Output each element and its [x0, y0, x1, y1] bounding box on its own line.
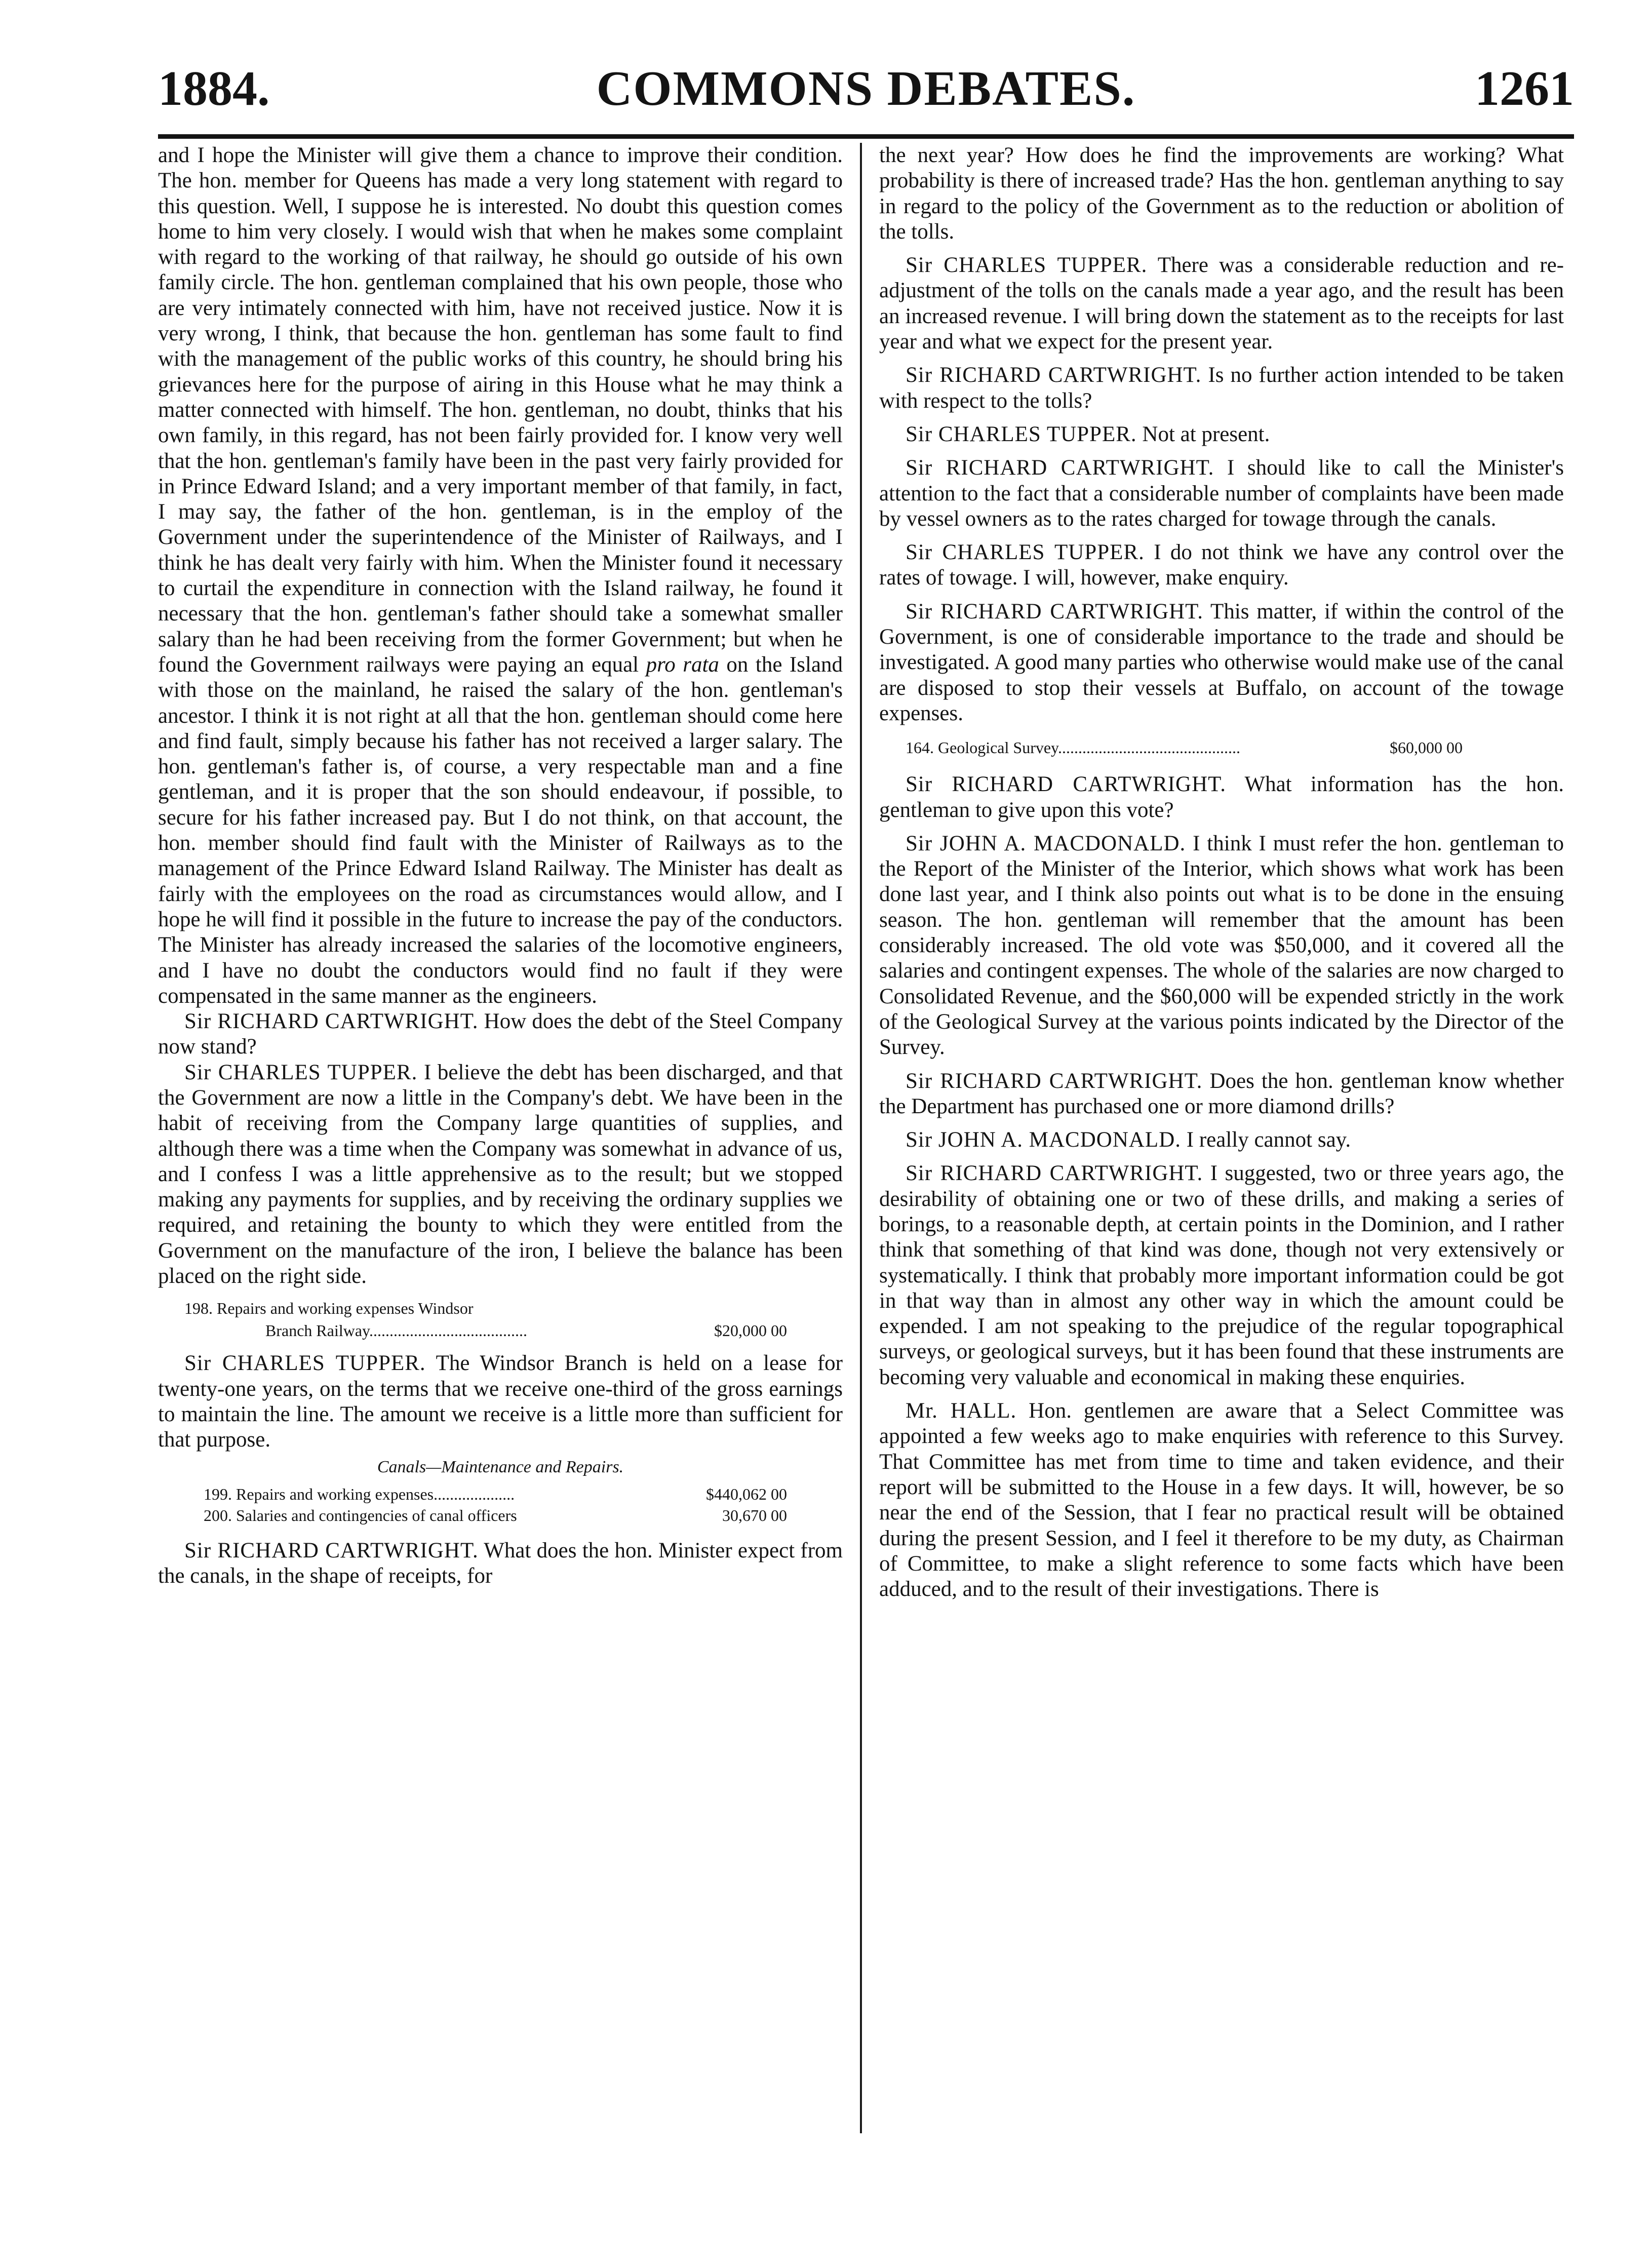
speaker-name: Mr. HALL. [906, 1399, 1017, 1423]
header-page-number: 1261 [1475, 61, 1574, 116]
right-column [879, 143, 1564, 2138]
paragraph: the next year? How does he find the improvements are working? What probability is there of increased trade? Has the hon. gentleman anything to say in regard to the policy of the Government as to the reduction or abolition of the tolls. [879, 143, 1564, 244]
section-heading: Canals—Maintenance and Repairs. [377, 1457, 624, 1476]
supply-item-198 [158, 1297, 843, 1342]
speaker-name: Sir CHARLES TUPPER. [906, 253, 1148, 278]
speaker-name: Sir CHARLES TUPPER. [184, 1060, 418, 1084]
paragraph: Sir RICHARD CARTWRIGHT. Is no further action intended to be taken with respect to the tolls? [879, 363, 1564, 413]
paragraph: Sir RICHARD CARTWRIGHT. What information has the hon. gentleman to give upon this vote? [879, 772, 1564, 822]
speaker-name: Sir RICHARD CARTWRIGHT. [906, 363, 1202, 387]
speaker-name: Sir RICHARD CARTWRIGHT. [906, 1161, 1203, 1186]
supply-item-label: 200. Salaries and contingencies of canal officers [204, 1506, 517, 1524]
supply-item-label-cont: Branch Railway....................................... [265, 1321, 527, 1340]
paragraph: Sir RICHARD CARTWRIGHT. How does the debt of the Steel Company now stand? [158, 1009, 843, 1059]
supply-item-200 [158, 1505, 843, 1526]
paragraph: Sir RICHARD CARTWRIGHT. I should like to call the Minister's attention to the fact that a considerable number of complaints have been made by vessel owners as to the rates charged for towage through the canals. [879, 456, 1564, 531]
supply-item-amount: 30,670 00 [722, 1506, 787, 1524]
paragraph: and I hope the Minister will give them a chance to improve their condition. The hon. member for Queens has made a very long statement with regard to this question. Well, I suppose he is interested. No doubt this question comes home to him very closely. I would wish that when he makes some complaint with regard to the working of that railway, he should go outside of his own family circle. The hon. gentleman complained that his own people, those who are very intimately connected with him, have not received justice. Now it is very wrong, I think, that because the hon. gentleman has some fault to find with the management of the public works of this country, he should bring his grievances here for the purpose of airing in this House what he may think a matter connected with himself. The hon. gentleman, no doubt, thinks that his own family, in this regard, has not been fairly provided for. I know very well that the hon. gentleman's family have been in the past very fairly provided for in Prince Edward Island; and a very important member of that family, in fact, I may say, the father of the hon. gentleman, is in the employ of the Government under the superintendence of the Minister of Railways, and I think he has dealt very fairly with him. When the Minister found it necessary to curtail the expenditure in connection with the Island railway, he found it necessary that the hon. gentleman's father should take a somewhat smaller salary than he had been receiving from the former Government; but when he found the Government railways were paying an equal pro rata on the Island with those on the mainland, he raised the salary of the hon. gentleman's ancestor. I think it is not right at all that the hon. gentleman should come here and find fault, simply because his father has not received a larger salary. The hon. gentleman's father is, of course, a very respectable man and a fine gentleman, and it is proper that the son should endeavour, if possible, to secure for his father increased pay. But I do not think, on that account, the hon. member should find fault with the Minister of Railways as to the management of the Prince Edward Island Railway. The Minister has dealt as fairly with the employees on the road as circumstances would allow, and I hope he will find it possible in the future to increase the pay of the conductors. The Minister has already increased the salaries of the locomotive engineers, and I have no doubt the conductors would find no fault if they were compensated in the same manner as the engineers. [158, 143, 843, 1008]
speaker-name: Sir RICHARD CARTWRIGHT. [906, 772, 1226, 797]
speaker-name: Sir RICHARD CARTWRIGHT. [184, 1538, 479, 1562]
speaker-name: Sir RICHARD CARTWRIGHT. [906, 456, 1214, 480]
paragraph: Sir RICHARD CARTWRIGHT. What does the hon. Minister expect from the canals, in the shape of receipts, for [158, 1538, 843, 1588]
header-rule [158, 134, 1574, 139]
supply-item-amount: $60,000 00 [1390, 738, 1463, 757]
supply-item-label: 199. Repairs and working expenses.................... [204, 1484, 515, 1503]
speaker-name: Sir CHARLES TUPPER. [184, 1351, 426, 1376]
speaker-name: Sir JOHN A. MACDONALD. [906, 831, 1186, 855]
column-divider [860, 143, 862, 2133]
paragraph: Sir JOHN A. MACDONALD. I think I must refer the hon. gentleman to the Report of the Minister of the Interior, which shows what work has been done last year, and I think also points out what is to be done in the ensuing season. The hon. gentleman will remember that the amount has been considerably increased. The old vote was $50,000, and it covered all the salaries and contingent expenses. The whole of the salaries are now charged to Consolidated Revenue, and the $60,000 will be expended strictly in the work of the Geological Survey at the various points indicated by the Director of the Survey. [879, 831, 1564, 1060]
paragraph: Sir RICHARD CARTWRIGHT. Does the hon. gentleman know whether the Department has purchased one or more diamond drills? [879, 1069, 1564, 1118]
paragraph: Mr. HALL. Hon. gentlemen are aware that a Select Committee was appointed a few weeks ago to make enquiries with reference to this Survey. That Committee has met from time to time and taken evidence, and their report will be submitted to the House in a few days. It will, however, be so near the end of the Session, that I fear no practical result will be obtained during the present Session, and I feel it therefore to be my duty, as Chairman of Committee, to make a slight reference to some facts which have been adduced, and to the result of their investigations. There is [879, 1399, 1564, 1601]
paragraph: Sir RICHARD CARTWRIGHT. This matter, if within the control of the Government, is one of considerable importance to the trade and should be investigated. A good many parties who otherwise would make use of the canal are disposed to stop their vessels at Buffalo, on account of the towage expenses. [879, 599, 1564, 725]
paragraph: Sir CHARLES TUPPER. The Windsor Branch is held on a lease for twenty-one years, on the terms that we receive one-third of the gross earnings to maintain the line. The amount we receive is a little more than sufficient for that purpose. [158, 1351, 843, 1452]
supply-item-label: 164. Geological Survey............................................. [906, 738, 1240, 757]
left-column [158, 143, 843, 2138]
supply-item-label: 198. Repairs and working expenses Windsor [184, 1299, 474, 1318]
speaker-name: Sir RICHARD CARTWRIGHT. [906, 599, 1203, 623]
header-title: COMMONS DEBATES. [596, 61, 1136, 116]
speaker-name: Sir CHARLES TUPPER. [906, 540, 1145, 565]
speaker-name: Sir JOHN A. MACDONALD. [906, 1128, 1182, 1152]
supply-item-amount: $20,000 00 [714, 1321, 787, 1340]
speaker-name: Sir RICHARD CARTWRIGHT. [906, 1069, 1203, 1093]
speaker-name: Sir RICHARD CARTWRIGHT. [184, 1009, 479, 1034]
paragraph: Sir CHARLES TUPPER. Not at present. [906, 422, 1270, 446]
paragraph: Sir JOHN A. MACDONALD. I really cannot say. [906, 1128, 1351, 1152]
italic-phrase: pro rata [646, 652, 719, 677]
supply-item-amount: $440,062 00 [706, 1484, 787, 1503]
paragraph: Sir CHARLES TUPPER. I do not think we have any control over the rates of towage. I will, however, make enquiry. [879, 540, 1564, 590]
supply-items-canals [158, 1483, 843, 1526]
supply-item-199 [158, 1483, 843, 1505]
paragraph: Sir CHARLES TUPPER. I believe the debt has been discharged, and that the Government are now a little in the Company's debt. We have been in the habit of receiving from the Company large quantities of supplies, and although there was a time when the Company was somewhat in advance of us, and I confess I was a little apprehensive as to the result; but we stopped making any payments for supplies, and by receiving the ordinary supplies we required, and retaining the bounty to which they were entitled from the Government on the manufacture of the iron, I believe the balance has been placed on the right side. [158, 1060, 843, 1288]
speaker-name: Sir CHARLES TUPPER. [906, 422, 1137, 446]
paragraph: Sir RICHARD CARTWRIGHT. I suggested, two or three years ago, the desirability of obtaining one or two of these drills, and making a series of borings, to a reasonable depth, at certain points in the Dominion, and I rather think that something of that kind was done, though not very extensively or systematically. I think that probably more important information could be got in that way than in almost any other way in which the amount could be expended. I am not speaking to the prejudice of the regular topographical surveys, or geological surveys, but it has been found that these instruments are becoming very valuable and economical in making these enquiries. [879, 1161, 1564, 1389]
paragraph: Sir CHARLES TUPPER. There was a considerable reduction and re-adjustment of the tolls on the canals made a year ago, and the result has been an increased revenue. I will bring down the statement as to the receipts for last year and what we expect for the present year. [879, 253, 1564, 354]
page-header [158, 61, 1574, 116]
header-year: 1884. [158, 61, 270, 116]
supply-item-164 [879, 736, 1564, 759]
